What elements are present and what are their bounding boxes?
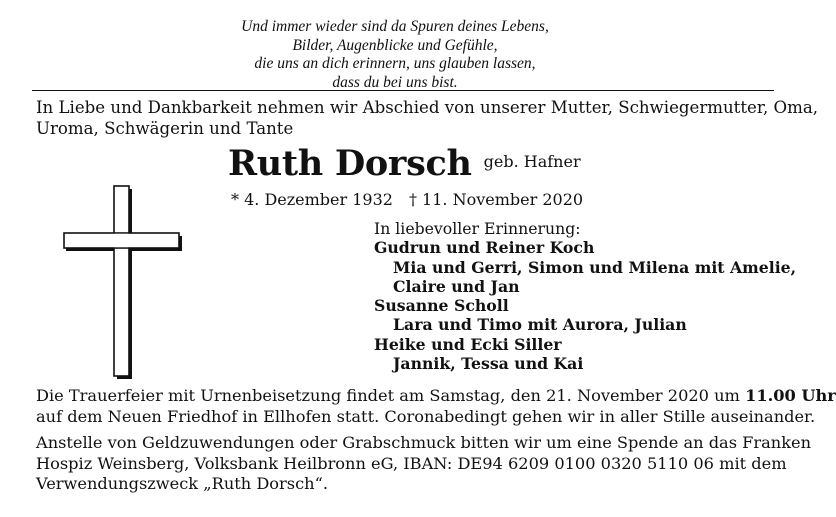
- ceremony-line: [36, 386, 836, 407]
- ceremony-line: auf dem Neuen Friedhof in Ellhofen statt. Coronabedingt gehen wir in aller Stille auseinander.: [36, 406, 816, 426]
- donation-line: Hospiz Weinsberg, Volksbank Heilbronn eG, IBAN: DE94 6209 0100 0320 5110 06 mit dem: [36, 453, 787, 473]
- mourner-secondary: Lara und Timo mit Aurora, Julian: [393, 315, 687, 335]
- poem-line: die uns an dich erinnern, uns glauben lassen,: [254, 55, 536, 72]
- intro-line: Uroma, Schwägerin und Tante: [36, 119, 294, 138]
- poem: [0, 18, 790, 92]
- mourner-group: [374, 296, 796, 335]
- donation-line: Verwendungszweck „Ruth Dorsch“.: [36, 474, 329, 493]
- donation-line: Anstelle von Geldzuwendungen oder Grabschmuck bitten wir um eine Spende an das Franken: [36, 433, 812, 452]
- intro-line: In Liebe und Dankbarkeit nehmen wir Abschied von unserer Mutter, Schwiegermutter, Oma,: [36, 98, 819, 117]
- intro-text: [36, 97, 819, 139]
- poem-line: Und immer wieder sind da Spuren deines Lebens,: [241, 18, 549, 35]
- mourner-group: [374, 335, 796, 374]
- divider: [32, 90, 774, 91]
- ceremony-time: 11.00 Uhr: [745, 386, 836, 405]
- deceased-name: Ruth Dorsch: [228, 143, 472, 184]
- mourner-group: [374, 238, 796, 296]
- mourners-heading: In liebevoller Erinnerung:: [374, 219, 581, 238]
- mourner-primary: Susanne Scholl: [374, 296, 509, 316]
- mourner-secondary: Mia und Gerri, Simon und Milena mit Amelie,: [393, 257, 797, 277]
- birth-date: * 4. Dezember 1932: [231, 190, 393, 209]
- donation-info: [36, 433, 812, 495]
- mourners-list: [374, 219, 796, 373]
- mourner-secondary: Claire und Jan: [393, 276, 520, 296]
- ceremony-text: Die Trauerfeier mit Urnenbeisetzung findet am Samstag, den 21. November 2020 um: [36, 386, 746, 405]
- mourner-primary: Heike und Ecki Siller: [374, 334, 562, 354]
- ceremony-info: [36, 386, 836, 427]
- cross-icon: [64, 185, 184, 380]
- life-dates: [231, 190, 583, 210]
- mourner-secondary: Jannik, Tessa und Kai: [393, 354, 584, 374]
- poem-line: Bilder, Augenblicke und Gefühle,: [292, 36, 498, 54]
- mourner-primary: Gudrun und Reiner Koch: [374, 238, 595, 258]
- death-date: † 11. November 2020: [408, 190, 584, 209]
- deceased-name-row: [228, 142, 581, 186]
- poem-line: dass du bei uns bist.: [332, 73, 458, 91]
- maiden-name: geb. Hafner: [483, 152, 581, 171]
